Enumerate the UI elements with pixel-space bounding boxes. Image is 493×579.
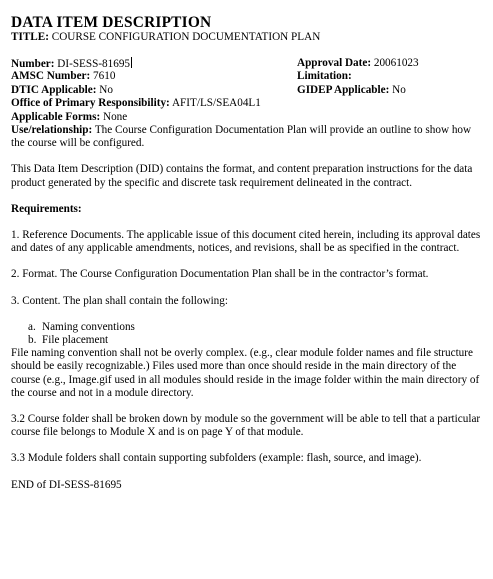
use-value: The Course Configuration Documentation Plan will provide an outline to show how the course will be configured. — [11, 123, 472, 150]
approval-value: 20061023 — [373, 57, 419, 69]
approval-label: Approval Date: — [297, 57, 372, 69]
office-value: AFIT/LS/SEA04L1 — [171, 97, 261, 110]
meta-row-forms — [11, 111, 483, 124]
list-item — [28, 334, 483, 347]
document-subtitle — [11, 31, 483, 44]
gidep-label: GIDEP Applicable: — [297, 83, 390, 96]
forms-label: Applicable Forms: — [11, 110, 101, 123]
text-cursor — [131, 57, 132, 68]
use-relationship — [11, 124, 483, 150]
meta-row-office — [11, 97, 483, 110]
requirement-1: 1. Reference Documents. The applicable issue of this document cited herein, including its approval dates and dates of any applicable amendments, notices, and revisions, shall be as specified in the contract. — [11, 228, 481, 255]
document-title: DATA ITEM DESCRIPTION — [11, 14, 212, 31]
meta-row-dtic — [11, 84, 483, 97]
requirement-3: 3. Content. The plan shall contain the following: — [11, 294, 228, 307]
use-label: Use/relationship: — [11, 123, 93, 136]
office-label: Office of Primary Responsibility: — [11, 97, 170, 110]
requirement-3-3: 3.3 Module folders shall contain supporting subfolders (example: flash, source, and image). — [11, 452, 422, 465]
number-value[interactable]: DI-SESS-81695 — [57, 58, 131, 70]
list-index: b. — [28, 333, 37, 346]
limitation-label: Limitation: — [297, 70, 352, 83]
requirements-heading: Requirements: — [11, 202, 82, 215]
amsc-label: AMSC Number: — [11, 70, 91, 83]
meta-row-amsc — [11, 70, 483, 83]
content-list — [11, 321, 483, 347]
meta-row-number — [11, 57, 483, 70]
forms-value: None — [102, 110, 128, 123]
amsc-value: 7610 — [93, 70, 116, 83]
list-text: File placement — [42, 333, 109, 346]
dtic-value: No — [99, 83, 113, 96]
gidep-value: No — [392, 83, 406, 96]
file-naming-paragraph: File naming convention shall not be overly complex. (e.g., clear module folder names and file structure should be easily recognizable.) Files used more than once should reside in the main directory of the course (e.g., Image.gif used in all modules should reside in the image folder within the main directory of the course and not in a module directory. — [11, 347, 480, 399]
number-label: Number: — [11, 58, 55, 70]
subtitle-label: TITLE: — [11, 31, 49, 43]
intro-paragraph: This Data Item Description (DID) contains the format, and content preparation instructions for the data product generated by the specific and discrete task requirement delineated in the contract. — [11, 163, 473, 189]
subtitle-value: COURSE CONFIGURATION DOCUMENTATION PLAN — [51, 31, 321, 43]
list-item — [28, 321, 483, 334]
requirement-3-2: 3.2 Course folder shall be broken down by module so the government will be able to tell that a particular course file belongs to Module X and is on page Y of that module. — [11, 413, 481, 439]
list-text: Naming conventions — [42, 320, 135, 333]
list-index: a. — [28, 320, 36, 333]
requirement-2: 2. Format. The Course Configuration Documentation Plan shall be in the contractor’s format. — [11, 268, 429, 281]
end-line: END of DI-SESS-81695 — [11, 478, 122, 491]
dtic-label: DTIC Applicable: — [11, 83, 97, 96]
document-page — [11, 14, 483, 492]
